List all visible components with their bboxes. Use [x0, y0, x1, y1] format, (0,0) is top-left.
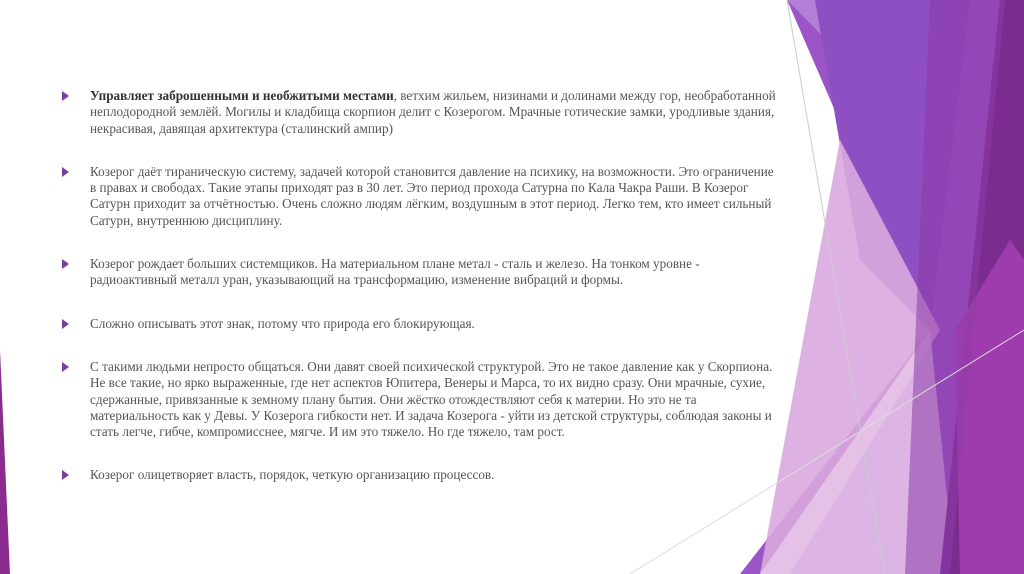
- left-accent-shape: [0, 350, 10, 574]
- bullet-arrow-icon: [62, 362, 69, 372]
- bullet-text: Козерог олицетворяет власть, порядок, четкую организацию процессов.: [90, 467, 495, 483]
- bullet-arrow-icon: [62, 167, 69, 177]
- bullet-bold-text: Управляет заброшенными и необжитыми местами: [90, 88, 394, 103]
- bullet-arrow-icon: [62, 319, 69, 329]
- content-area: [62, 88, 782, 484]
- bullet-text: Сложно описывать этот знак, потому что природа его блокирующая.: [90, 315, 475, 331]
- bullet-item: [62, 256, 782, 289]
- bullet-item: [62, 88, 782, 137]
- bullet-arrow-icon: [62, 259, 69, 269]
- bullet-item: [62, 359, 782, 440]
- bullet-arrow-icon: [62, 470, 69, 480]
- bullet-text: Козерог даёт тираническую систему, задачей которой становится давление на психику, на возможности. Это ограничение в правах и свободах. Такие этапы приходят раз в 30 лет. Это период прохода Сатурна по Кала Чакра Раши. В Козерог Сатурн приходит за отчётностью. Очень сложно людям лёгким, воздушным в этот период. Легко тем, кто имеет сильный Сатурн, внутреннюю дисциплину.: [90, 163, 774, 228]
- bullet-item: [62, 467, 782, 483]
- bullet-text: [90, 88, 782, 137]
- bullet-text: Козерог рождает больших системщиков. На материальном плане метал - сталь и железо. На тонком уровне - радиоактивный металл уран, указывающий на трансформацию, изменение вибраций и формы.: [90, 256, 700, 288]
- bullet-item: [62, 164, 782, 229]
- bullet-body-text: , ветхим жильем, низинами и долинами между гор, необработанной неплодородной землёй. Могилы и кладбища скорпион делит с Козерогом. Мрачные готические замки, уродливые здания, некрасивая, давящая архитектура (сталинский ампир): [90, 88, 776, 136]
- bullet-text: С такими людьми непросто общаться. Они давят своей психической структурой. Это не такое давление как у Скорпиона. Не все такие, но ярко выраженные, где нет аспектов Юпитера, Венеры и Марса, то их видно сразу. Они мрачные, сухие, сдержанные, привязанные к земному плану бытия. Они жёстко отождествляют себя к материи. Но это не та материальность как у Девы. У Козерога гибкости нет. И задача Козерога - уйти из детской структуры, соблюдая законы и стать легче, гибче, компромисснее, мягче. И им это тяжело. Но где тяжело, там рост.: [90, 358, 773, 440]
- bullet-arrow-icon: [62, 91, 69, 101]
- bullet-item: [62, 316, 782, 332]
